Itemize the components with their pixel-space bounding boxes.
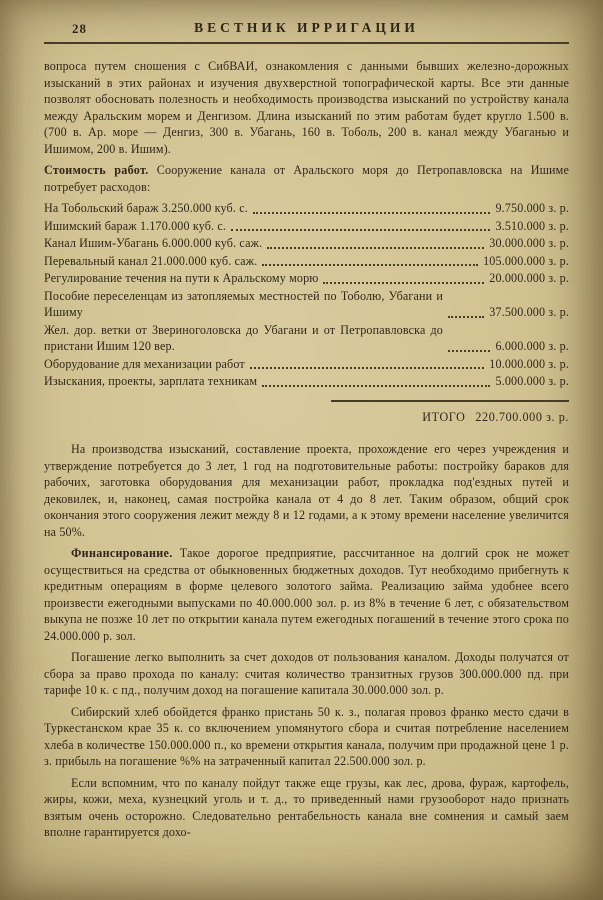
cost-row: [44, 235, 569, 252]
cost-item-label: Канал Ишим-Убагань 6.000.000 куб. саж.: [44, 236, 263, 250]
page-number: 28: [72, 21, 87, 36]
cost-row: [44, 253, 569, 270]
cost-item-value: 37.500.000 з. р.: [489, 305, 569, 319]
page-body: [44, 58, 569, 841]
dot-leader: [262, 385, 490, 387]
body-paragraph-surveys: На производства изысканий, составление проекта, прохождение его через учреждения и утверждение потребуется до 3 лет, 1 год на подготовительные работы: постройку бараков для рабочих, заготовка оборудования для механизации работ, прокладка под'ездных путей и дековилек, и, наконец, самая постройка канала от 4 до 8 лет. Таким образом, общий срок окончания этого сооружения лежит между 8 и 12 годами, а к этому времени население увеличится на 50%.: [44, 442, 569, 539]
body-paragraph-1: вопроса путем сношения с СибВАИ, ознакомления с данными бывших железно-дорожных изысканий в этих районах и изучения двухверстной топографической карты. Все эти данные позволят обосновать полезность и необходимость производства изысканий по устройству канала между Аральским морем и Денгизом. Длина изысканий по этим работам будет кругло 1.500 в. (700 в. Ар. море — Денгиз, 300 в. Убагань, 160 в. Тоболь, 200 в. канал между Убаганью и Ишимом, 200 в. Ишим).: [44, 59, 569, 156]
cost-row: [44, 356, 569, 373]
dot-leader: [231, 229, 490, 231]
cost-item-label: Перевальный канал 21.000.000 куб. саж.: [44, 253, 258, 268]
cost-list: [44, 200, 569, 390]
financing-text: Такое дорогое предприятие, рассчитанное на долгий срок не может осуществиться на средства от обыкновенных бюджетных доходов. Тут необходимо прибегнуть к кредитным операциям в форме целевого золотого займа. Реализацию займа удобнее всего произвести ежегодными выпусками по 40.000.000 зол. р. из 8% в течение 6 лет, с обязательством выкупа не позже 10 лет по открытии канала путем ежегодных погашений в течение этого срока по 24.000.000 р. зол.: [44, 546, 569, 643]
financing-lead: Финансирование.: [71, 546, 173, 560]
body-paragraph-repayment: Погашение легко выполнить за счет доходов от пользования каналом. Доходы получатся от сбора за право прохода по каналу: считая количество транзитных грузов 300.000.000 пд. при тарифе 10 к. с пд., получим доход на погашение капитала 30.000.000 зол. р.: [44, 650, 569, 697]
cost-item-value: 9.750.000 з. р.: [495, 201, 569, 215]
dot-leader: [253, 212, 491, 214]
cost-item-value: 30.000.000 з. р.: [489, 236, 569, 250]
cost-total-label: ИТОГО: [422, 409, 466, 424]
header-rule: [44, 42, 569, 44]
cost-row: [44, 288, 569, 321]
cost-intro-paragraph: [44, 162, 569, 195]
page-header: [44, 18, 569, 40]
dot-leader: [323, 282, 484, 284]
cost-item-label: Регулирование течения на пути к Аральскому морю: [44, 271, 319, 285]
cost-row: [44, 322, 569, 355]
cost-item-value: 10.000.000 з. р.: [489, 356, 569, 371]
cost-section-lead: Стоимость работ.: [44, 163, 149, 177]
cost-total-value: 220.700.000 з. р.: [475, 409, 569, 424]
financing-paragraph: [44, 545, 569, 644]
cost-item-label: Изыскания, проекты, зарплата техникам: [44, 374, 258, 388]
cost-row: [44, 218, 569, 235]
cost-item-label: Ишимский бараж 1.170.000 куб. с.: [44, 218, 227, 233]
dot-leader: [250, 367, 484, 369]
body-paragraph-grain: Сибирский хлеб обойдется франко пристань 50 к. з., полагая провоз франко место сдачи в Туркестанском крае 35 к. со включением упомянутого сбора и считая потребление населением хлеба в количестве 150.000.000 п., ко времени открытия канала, получим при продажной цене 1 р. з. прибыль на погашение %% на затраченный капитал 22.500.000 зол. р.: [44, 704, 569, 768]
dot-leader: [267, 247, 484, 249]
cost-item-label: На Тобольский бараж 3.250.000 куб. с.: [44, 201, 248, 215]
dot-leader: [448, 350, 490, 352]
cost-item-value: 5.000.000 з. р.: [495, 374, 569, 388]
cost-section-intro: Сооружение канала от Аральского моря до Петропавловска на Ишиме потребует расходов:: [44, 163, 569, 194]
cost-row: [44, 270, 569, 287]
cost-total: [331, 400, 569, 426]
journal-title: ВЕСТНИК ИРРИГАЦИИ: [194, 20, 419, 35]
cost-row: [44, 200, 569, 217]
cost-item-label: Оборудование для механизации работ: [44, 356, 245, 371]
cost-item-value: 105.000.000 з. р.: [483, 253, 569, 268]
cost-item-value: 20.000.000 з. р.: [489, 271, 569, 285]
cost-item-value: 3.510.000 з. р.: [495, 218, 569, 233]
cost-row: [44, 373, 569, 390]
dot-leader: [262, 264, 478, 266]
cost-item-label: Пособие переселенцам из затопляемых местностей по Тоболю, Убагани и Ишиму: [44, 288, 443, 319]
cost-item-value: 6.000.000 з. р.: [495, 339, 569, 353]
cost-item-label: Жел. дор. ветки от Звериноголовска до Убагани и от Петропавловска до пристани Ишим 120 вер.: [44, 322, 443, 353]
dot-leader: [448, 316, 484, 318]
body-paragraph-cargo: Если вспомним, что по каналу пойдут также еще грузы, как лес, дрова, фураж, картофель, жиры, кожи, меха, кузнецкий уголь и т. д., то приведенный нами грузооборот надо признать взятым очень осторожно. Следовательно рентабельность канала вне сомнения и самый заем вполне гарантируется дохо-: [44, 775, 569, 839]
